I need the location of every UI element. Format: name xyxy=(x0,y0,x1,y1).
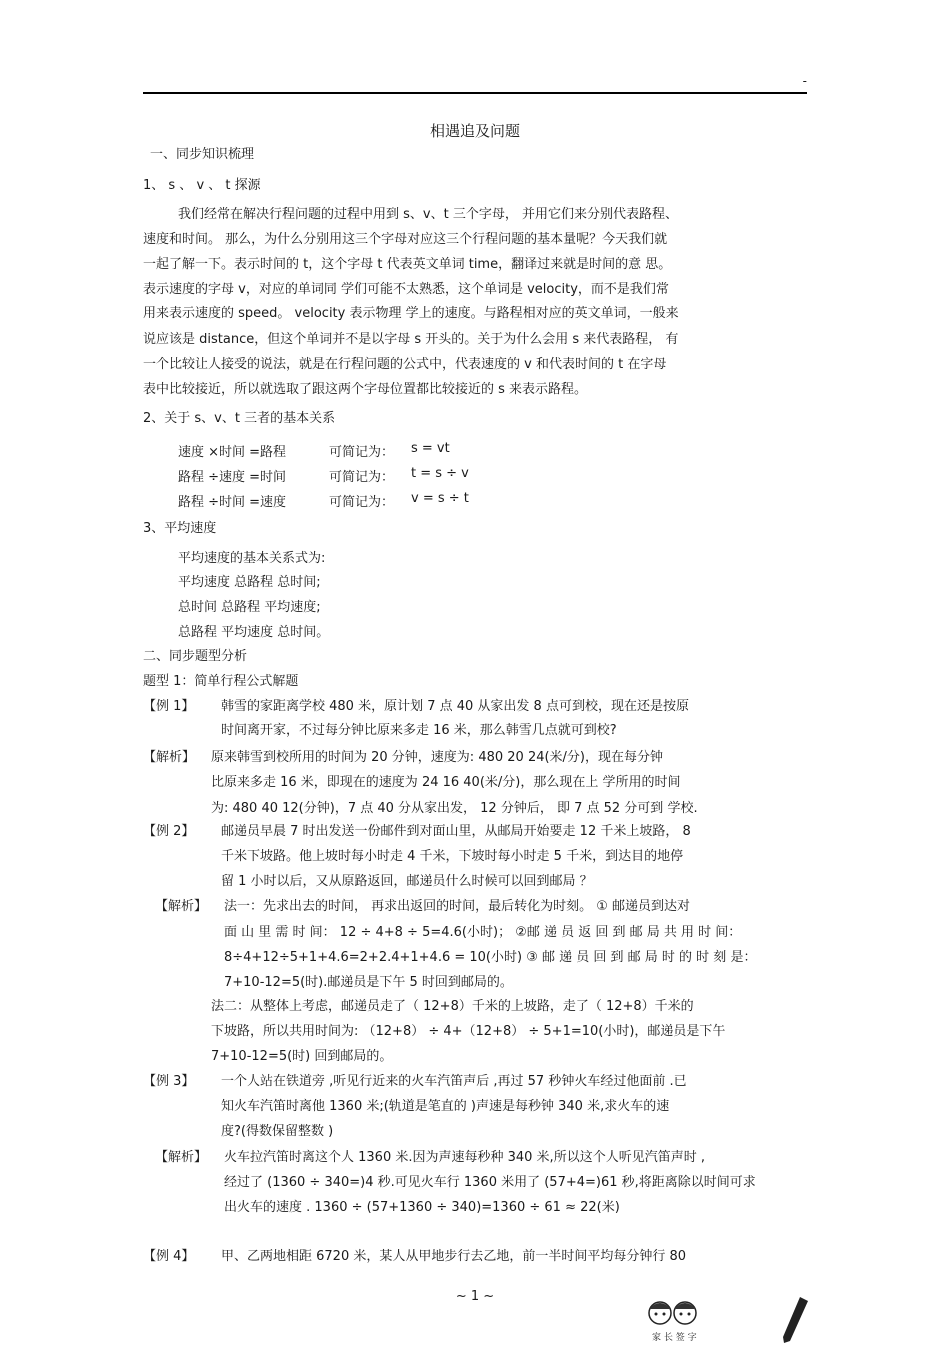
example-label: 【例 2】 xyxy=(143,824,195,839)
example-label: 【例 3】 xyxy=(143,1074,195,1089)
example-line: 邮递员早晨 7 时出发送一份邮件到对面山里，从邮局开始要走 12 千米上坡路， 8 xyxy=(221,824,691,839)
paragraph-line: 我们经常在解决行程问题的过程中用到 s、v、t 三个字母， 并用它们来分别代表路程、 xyxy=(178,207,678,222)
solution-line: 法二：从整体上考虑，邮递员走了（ 12+8）千米的上坡路，走了（ 12+8）千米的 xyxy=(211,999,694,1014)
example-line: 韩雪的家距离学校 480 米，原计划 7 点 40 从家出发 8 点可到校，现在还是按原 xyxy=(221,699,689,714)
solution-line: 为: 480 40 12(分钟)，7 点 40 分从家出发， 12 分钟后， 即 7 点 52 分可到 学校. xyxy=(211,801,698,816)
relation-note: 可简记为： xyxy=(329,470,395,485)
example-line: 一个人站在铁道旁 ,听见行近来的火车汽笛声后 ,再过 57 秒钟火车经过他面前 .已 xyxy=(221,1074,687,1089)
formula-line: 平均速度的基本关系式为: xyxy=(178,551,326,566)
example-line: 留 1 小时以后，又从原路返回，邮递员什么时候可以回到邮局 ？ xyxy=(221,874,593,889)
solution-line: 法一：先求出去的时间， 再求出返回的时间，最后转化为时刻。 ① 邮递员到达对 xyxy=(224,899,691,914)
svg-text:家 长 签 字: 家 长 签 字 xyxy=(652,1333,697,1343)
section-heading: 一、同步知识梳理 xyxy=(150,147,255,162)
example-label: 【例 1】 xyxy=(143,699,195,714)
solution-line: 面 山 里 需 时 间： 12 ÷ 4+8 ÷ 5=4.6(小时)； ②邮 递 员 返 回 到 邮 局 共 用 时 间： xyxy=(224,925,742,940)
example-line: 时间离开家，不过每分钟比原来多走 16 米，那么韩雪几点就可到校? xyxy=(221,723,617,738)
example-label: 【例 4】 xyxy=(143,1249,195,1264)
relation-note: 可简记为： xyxy=(329,445,395,460)
solution-line: 下坡路，所以共用时间为: （12+8） ÷ 4+（12+8） ÷ 5+1=10(小时)，邮递员是下午 xyxy=(211,1024,726,1039)
relation-note: 可简记为： xyxy=(329,495,395,510)
page-number: ~ 1 ~ xyxy=(455,1289,495,1304)
subheading: 1、 s 、 v 、 t 探源 xyxy=(143,178,261,193)
solution-label: 【解析】 xyxy=(143,750,196,765)
paragraph-line: 表中比较接近，所以就选取了跟这两个字母位置都比较接近的 s 来表示路程。 xyxy=(143,382,588,397)
formula-line: 总时间 总路程 平均速度; xyxy=(178,600,321,615)
solution-line: 原来韩雪到校所用的时间为 20 分钟，速度为: 480 20 24(米/分)，现在每分钟 xyxy=(211,750,664,765)
relation-short: s = vt xyxy=(411,441,450,456)
paragraph-line: 速度和时间。 那么，为什么分别用这三个字母对应这三个行程问题的基本量呢？今天我们就 xyxy=(143,232,668,247)
example-line: 度?(得数保留整数 ) xyxy=(221,1124,334,1139)
relation-short: v = s ÷ t xyxy=(411,491,469,506)
header-mark: - xyxy=(802,74,807,88)
formula-line: 平均速度 总路程 总时间; xyxy=(178,575,321,590)
problem-type-heading: 题型 1：简单行程公式解题 xyxy=(143,674,299,689)
solution-label: 【解析】 xyxy=(155,1150,208,1165)
solution-line: 比原来多走 16 米，即现在的速度为 24 16 40(米/分)，那么现在上 学所用的时间 xyxy=(211,775,681,790)
cartoon-signature-logo xyxy=(630,1295,815,1345)
solution-label: 【解析】 xyxy=(155,899,208,914)
solution-line: 火车拉汽笛时离这个人 1360 米.因为声速每秒种 340 米,所以这个人听见汽笛声时 , xyxy=(224,1150,705,1165)
formula-line: 总路程 平均速度 总时间。 xyxy=(178,625,330,640)
paragraph-line: 一个比较让人接受的说法，就是在行程问题的公式中，代表速度的 v 和代表时间的 t 在字母 xyxy=(143,357,667,372)
relation-short: t = s ÷ v xyxy=(411,466,469,481)
solution-line: 经过了 (1360 ÷ 340=)4 秒.可见火车行 1360 米用了 (57+4=)61 秒,将距离除以时间可求 xyxy=(224,1175,756,1190)
relation-formula: 路程 ÷时间 =速度 xyxy=(178,495,287,510)
header-rule xyxy=(143,92,807,94)
section-heading: 二、同步题型分析 xyxy=(143,649,248,664)
solution-line: 7+10-12=5(时).邮递员是下午 5 时回到邮局的。 xyxy=(224,975,513,990)
page-title: 相遇追及问题 xyxy=(429,122,520,140)
example-line: 千米下坡路。他上坡时每小时走 4 千米，下坡时每小时走 5 千米，到达目的地停 xyxy=(221,849,684,864)
example-line: 知火车汽笛时离他 1360 米;(轨道是笔直的 )声速是每秒钟 340 米,求火车的速 xyxy=(221,1099,670,1114)
solution-line: 8÷4+12÷5+1+4.6=2+2.4+1+4.6 = 10(小时) ③ 邮 递 员 回 到 邮 局 时 的 时 刻 是： xyxy=(224,950,757,965)
solution-line: 出火车的速度 . 1360 ÷ (57+1360 ÷ 340)=1360 ÷ 61 ≈ 22(米) xyxy=(224,1200,620,1215)
subheading: 2、关于 s、v、t 三者的基本关系 xyxy=(143,411,336,426)
paragraph-line: 用来表示速度的 speed。 velocity 表示物理 学上的速度。与路程相对应的英文单词，一般来 xyxy=(143,306,679,321)
example-line: 甲、乙两地相距 6720 米，某人从甲地步行去乙地，前一半时间平均每分钟行 80 xyxy=(221,1249,687,1264)
subheading: 3、平均速度 xyxy=(143,521,217,536)
relation-formula: 路程 ÷速度 =时间 xyxy=(178,470,287,485)
paragraph-line: 一起了解一下。表示时间的 t，这个字母 t 代表英文单词 time，翻译过来就是时间的意 思。 xyxy=(143,257,672,272)
relation-formula: 速度 ×时间 =路程 xyxy=(178,445,287,460)
solution-line: 7+10-12=5(时) 回到邮局的。 xyxy=(211,1049,393,1064)
paragraph-line: 说应该是 distance，但这个单词并不是以字母 s 开头的。关于为什么会用 s 来代表路程， 有 xyxy=(143,332,679,347)
paragraph-line: 表示速度的字母 v，对应的单词同 学们可能不太熟悉，这个单词是 velocity，而不是我们常 xyxy=(143,282,669,297)
